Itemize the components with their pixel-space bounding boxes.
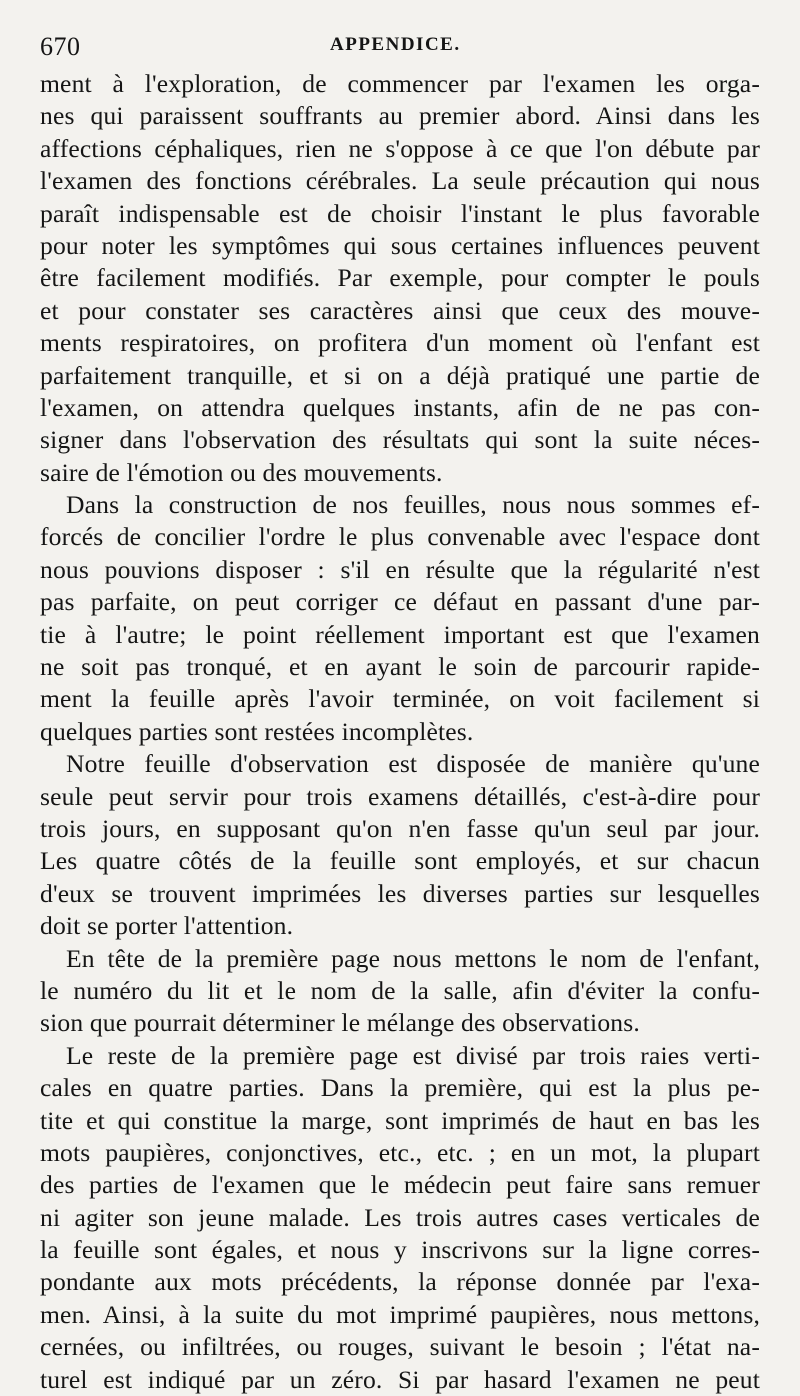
text-line: ne soit pas tronqué, et en ayant le soin de parcourir rapide- — [40, 652, 760, 682]
text-line: En tête de la première page nous mettons le nom de l'enfant, — [66, 943, 760, 973]
text-line: ment à l'exploration, de commencer par l'examen les orga- — [40, 69, 760, 98]
text-line: trois jours, en supposant qu'on n'en fasse qu'un seul par jour. — [40, 813, 760, 843]
text-line: turel est indiqué par un zéro. Si par hasard l'examen ne peut — [40, 1364, 760, 1394]
text-line: parfaitement tranquille, et si on a déjà pratiqué une partie de — [40, 360, 760, 390]
text-line: ni agiter son jeune malade. Les trois autres cases verticales de — [40, 1202, 760, 1232]
text-line: la feuille sont égales, et nous y inscrivons sur la ligne corres- — [40, 1235, 760, 1265]
text-line: Les quatre côtés de la feuille sont employés, et sur chacun — [40, 846, 760, 876]
text-line: tie à l'autre; le point réellement important est que l'examen — [40, 619, 760, 649]
text-line: des parties de l'examen que le médecin peut faire sans remuer — [40, 1170, 760, 1200]
text-line: l'examen, on attendra quelques instants, afin de ne pas con- — [40, 392, 760, 422]
text-line: saire de l'émotion ou des mouvements. — [40, 457, 443, 487]
text-line: sion que pourrait déterminer le mélange des observations. — [40, 1008, 640, 1038]
text-line: pour noter les symptômes qui sous certaines influences peuvent — [40, 230, 760, 260]
text-line: paraît indispensable est de choisir l'instant le plus favorable — [40, 198, 760, 228]
page-number: 670 — [40, 32, 81, 61]
text-line: men. Ainsi, à la suite du mot imprimé paupières, nous mettons, — [40, 1299, 760, 1329]
text-line: Le reste de la première page est divisé par trois raies verti- — [66, 1040, 760, 1070]
text-line: mots paupières, conjonctives, etc., etc. ; en un mot, la plupart — [40, 1137, 760, 1167]
text-line: être facilement modifiés. Par exemple, pour compter le pouls — [40, 263, 760, 293]
text-line: doit se porter l'attention. — [40, 911, 294, 941]
text-line: d'eux se trouvent imprimées les diverses parties sur lesquelles — [40, 878, 760, 908]
text-line: forcés de concilier l'ordre le plus convenable avec l'espace dont — [40, 522, 760, 552]
text-line: cales en quatre parties. Dans la première, qui est la plus pe- — [40, 1073, 760, 1103]
text-line: le numéro du lit et le nom de la salle, afin d'éviter la confu- — [40, 975, 760, 1005]
text-line: Notre feuille d'observation est disposée de manière qu'une — [66, 749, 760, 779]
text-line: nous pouvions disposer : s'il en résulte que la régularité n'est — [40, 554, 760, 584]
body-text — [40, 68, 760, 1396]
running-head: APPENDICE. — [330, 34, 461, 55]
text-line: l'examen des fonctions cérébrales. La seule précaution qui nous — [40, 166, 760, 196]
text-line: pas parfaite, on peut corriger ce défaut en passant d'une par- — [40, 587, 760, 617]
text-line: tite et qui constitue la marge, sont imprimés de haut en bas les — [40, 1105, 760, 1135]
text-line: quelques parties sont restées incomplètes. — [40, 716, 474, 746]
text-line: cernées, ou infiltrées, ou rouges, suivant le besoin ; l'état na- — [40, 1332, 760, 1362]
text-line: affections céphaliques, rien ne s'oppose à ce que l'on débute par — [40, 133, 760, 163]
text-line: ments respiratoires, on profitera d'un moment où l'enfant est — [40, 328, 760, 358]
text-line: pondante aux mots précédents, la réponse donnée par l'exa- — [40, 1267, 760, 1297]
text-line: et pour constater ses caractères ainsi que ceux des mouve- — [40, 295, 760, 325]
text-line: seule peut servir pour trois examens détaillés, c'est-à-dire pour — [40, 781, 760, 811]
text-line: Dans la construction de nos feuilles, nous nous sommes ef- — [66, 490, 760, 520]
text-line: nes qui paraissent souffrants au premier abord. Ainsi dans les — [40, 101, 760, 131]
text-line: ment la feuille après l'avoir terminée, on voit facilement si — [40, 684, 760, 714]
page-header — [40, 28, 760, 68]
text-line: signer dans l'observation des résultats qui sont la suite néces- — [40, 425, 760, 455]
